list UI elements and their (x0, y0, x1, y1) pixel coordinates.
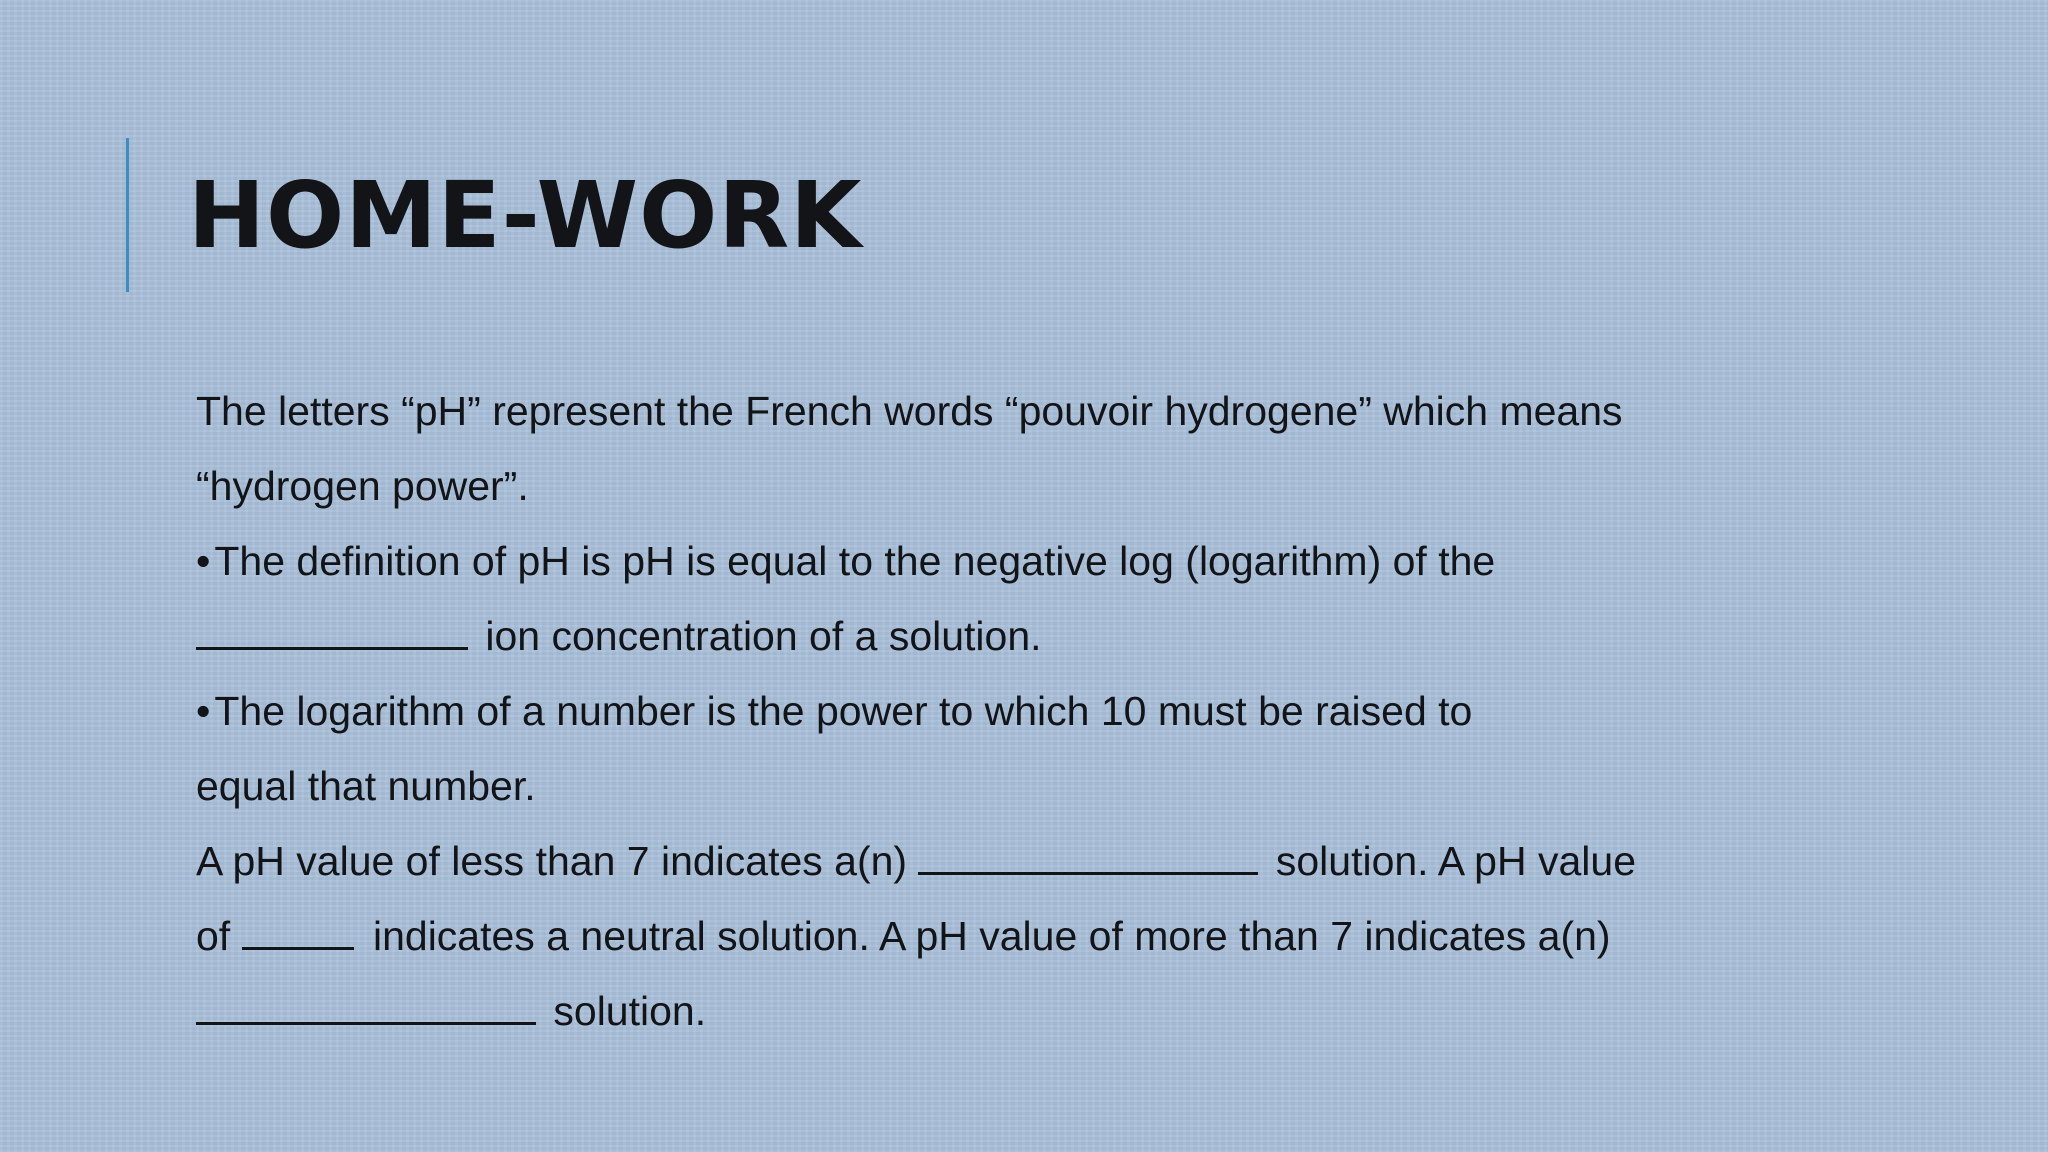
definition-text: The definition of pH is pH is equal to the negative log (logarithm) of the (214, 538, 1496, 584)
slide-body (196, 374, 1756, 1049)
definition-continuation: ion concentration of a solution. (474, 613, 1042, 659)
fill-in-blank-acidic (918, 838, 1258, 875)
definition-bullet-line-2 (196, 599, 1756, 674)
intro-line-1: The letters “pH” represent the French words “pouvoir hydrogene” which means (196, 388, 1623, 434)
title-accent-bar (126, 138, 129, 292)
bullet-marker: • (196, 688, 211, 734)
ph-text-5: solution. (542, 988, 707, 1034)
logarithm-bullet-line-1 (196, 674, 1756, 749)
ph-text-3: of (196, 913, 242, 959)
slide-title: HOME-WORK (188, 162, 863, 269)
bullet-marker: • (196, 538, 211, 584)
ph-value-line-3 (196, 974, 1756, 1049)
intro-line-2: “hydrogen power”. (196, 463, 529, 509)
ph-text-1: A pH value of less than 7 indicates a(n) (196, 838, 919, 884)
fill-in-blank-basic (196, 988, 536, 1025)
logarithm-bullet-line-2: equal that number. (196, 763, 536, 809)
ph-text-4: indicates a neutral solution. A pH value of more than 7 indicates a(n) (361, 913, 1611, 959)
fill-in-blank-ion (196, 613, 468, 650)
definition-bullet-line-1 (196, 524, 1756, 599)
ph-value-line-1 (196, 824, 1756, 899)
ph-text-2: solution. A pH value (1264, 838, 1636, 884)
fill-in-blank-neutral (242, 913, 354, 950)
logarithm-text: The logarithm of a number is the power to which 10 must be raised to (214, 688, 1473, 734)
ph-value-line-2 (196, 899, 1756, 974)
